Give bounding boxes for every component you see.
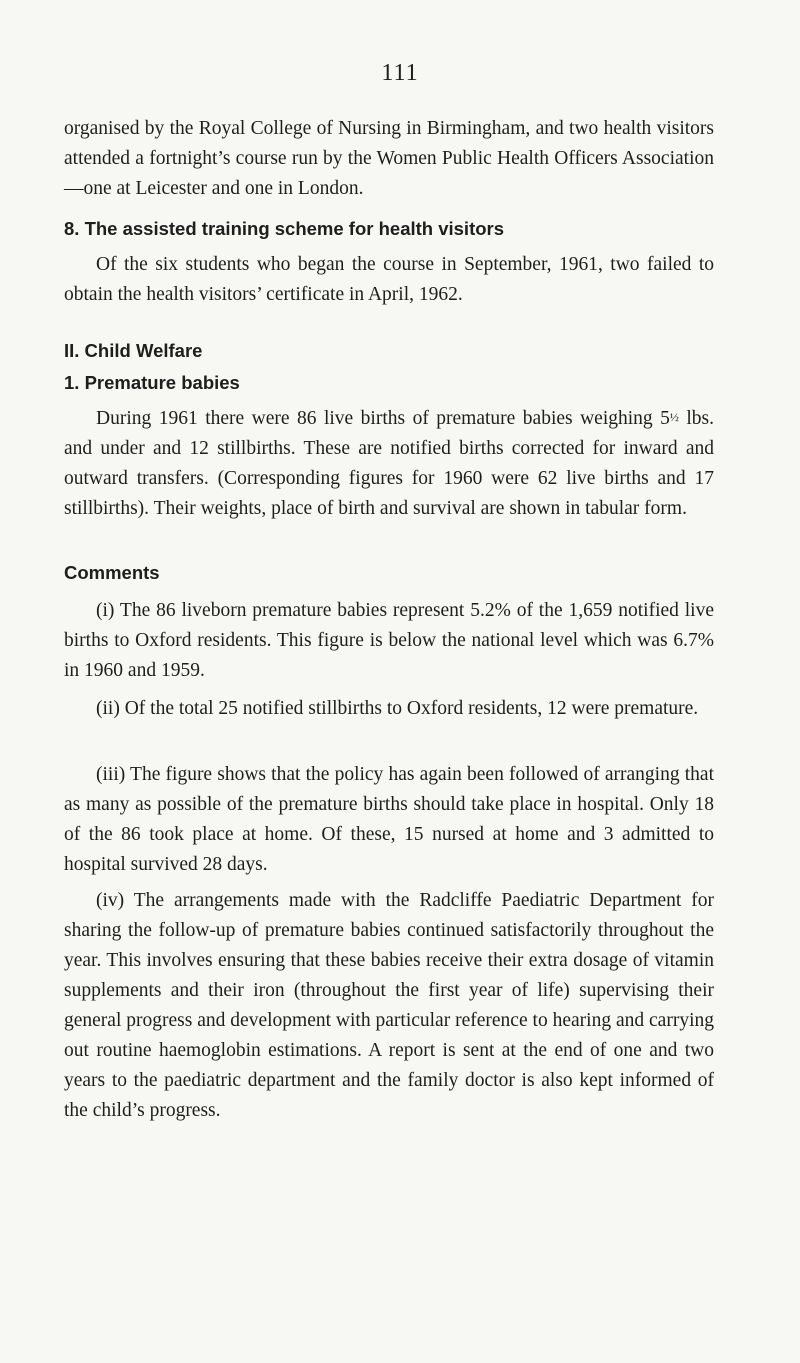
weight-fraction: ½ xyxy=(669,410,679,424)
comment-item: (i) The 86 liveborn premature babies represent 5.2% of the 1,659 notified live births to Oxford residents. This figure is below the national level which was 6.7% in 1960 and 1959. xyxy=(64,600,714,681)
comments-heading: Comments xyxy=(64,562,160,583)
intro-paragraph: organised by the Royal College of Nursing in Birmingham, and two health visitors attended a fortnight’s course run by the Women Public Health Officers Association—one at Leicester and one in London. xyxy=(64,118,714,199)
section-8-text: Of the six students who began the course in September, 1961, two failed to obtain the health visitors’ certificate in April, 1962. xyxy=(64,254,714,305)
comment-item: (ii) Of the total 25 notified stillbirths to Oxford residents, 12 were premature. xyxy=(96,698,699,719)
premature-babies-heading: 1. Premature babies xyxy=(64,372,240,393)
section-8-heading: 8. The assisted training scheme for health visitors xyxy=(64,218,505,239)
premature-text-part2: lbs. and under and 12 stillbirths. These are notified births corrected for inward and outward transfers. (Corresponding figures for 1960 were 62 live births and 17 stillbirths). Their weights, place of birth and survival are shown in tabular form. xyxy=(64,408,714,519)
premature-text-part1: During 1961 there were 86 live births of premature babies weighing 5 xyxy=(96,408,670,429)
comment-item: (iv) The arrangements made with the Radcliffe Paediatric Department for sharing the follow-up of premature babies continued satisfactorily throughout the year. This involves ensuring that these babies receive their extra dosage of vitamin supplements and their iron (throughout the first year of life) supervising their general progress and development with particular reference to hearing and carrying out routine haemoglobin estimations. A report is sent at the end of one and two years to the paediatric department and the family doctor is also kept informed of the child’s progress. xyxy=(64,890,714,1121)
premature-babies-text xyxy=(64,402,714,524)
page-number: 111 xyxy=(381,60,419,86)
comment-item: (iii) The figure shows that the policy has again been followed of arranging that as many as possible of the premature births should take place in hospital. Only 18 of the 86 took place at home. Of these, 15 nursed at home and 3 admitted to hospital survived 28 days. xyxy=(64,764,714,875)
section-ii-heading: II. Child Welfare xyxy=(64,340,203,361)
